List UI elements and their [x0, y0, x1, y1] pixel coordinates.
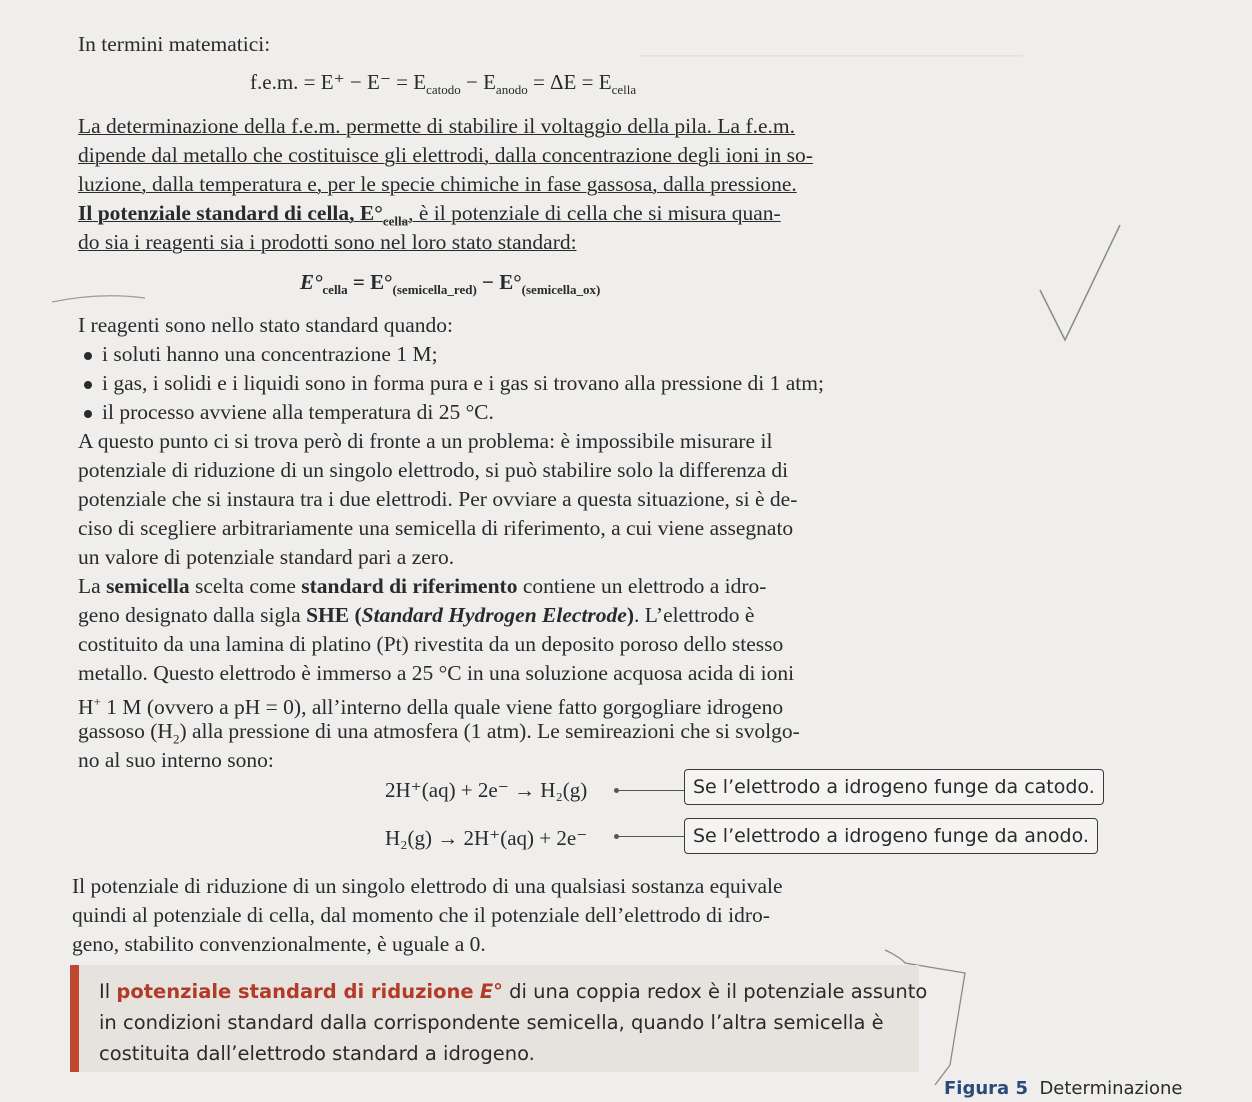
reaction-anode: H₂(g) → 2H⁺(aq) + 2e⁻	[385, 826, 588, 850]
pencil-stroke-icon	[50, 290, 150, 310]
formula-fem: f.e.m. = $E^+ - E^- = E_{catodo} - E_{anodo} = \Delta E = E_{cella}$	[250, 70, 637, 98]
bullet-item: i soluti hanno una concentrazione 1 M;	[84, 340, 438, 368]
intro-text: In termini matematici:	[78, 32, 271, 56]
reaction-note-cathode: Se l’elettrodo a idrogeno funge da catodo.	[684, 769, 1104, 805]
definition-box	[70, 965, 928, 1072]
reaction-cathode: 2H⁺(aq) + 2e⁻ → H₂(g)	[385, 778, 588, 802]
bleed-through-text: ───────────────────────────	[640, 45, 1023, 67]
bullet-item: il processo avviene alla temperatura di 25 °C.	[84, 398, 494, 426]
para2-line1: Il potenziale standard di cella, $E^\circ_{cella}$, è il potenziale di cella che si misura quan-	[78, 201, 781, 229]
figure-caption: Figura 5 Determinazione	[944, 1078, 1183, 1099]
para3-line5: un valore di potenziale standard pari a zero.	[78, 545, 455, 569]
para4-line3: costituito da una lamina di platino (Pt) rivestita da un deposito poroso dello stesso	[78, 632, 784, 656]
bullet-icon	[84, 381, 92, 389]
definition-line1: Il potenziale standard di riduzione E° di una coppia redox è il potenziale assunto	[99, 980, 928, 1003]
para2-line2: do sia i reagenti sia i prodotti sono nel loro stato standard:	[78, 230, 577, 254]
reaction-note-anode: Se l’elettrodo a idrogeno funge da anodo.	[684, 818, 1098, 854]
para1-line1: La determinazione della f.e.m. permette di stabilire il voltaggio della pila. La f.e.m.	[78, 114, 795, 138]
para5-line2: quindi al potenziale di cella, dal momento che il potenziale dell’elettrodo di idro-	[72, 903, 770, 927]
pencil-check-icon	[1035, 220, 1125, 350]
para4-line6: gassoso $(H_2)$ alla pressione di una atmosfera (1 atm). Le semireazioni che si svolgo-	[78, 719, 800, 747]
para4-line4: metallo. Questo elettrodo è immerso a 25 °C in una soluzione acquosa acida di ioni	[78, 661, 795, 685]
definition-line3: costituita dall’elettrodo standard a idrogeno.	[99, 1042, 535, 1065]
para1-line3: luzione, dalla temperatura e, per le specie chimiche in fase gassosa, dalla pressione.	[78, 172, 797, 196]
bullet-icon	[84, 352, 92, 360]
formula-cell-potential: $E^\circ_{cella} = E^\circ_{(semicella\_red)} - E^\circ_{(semicella\_ox)}$	[300, 270, 601, 298]
para3-line3: potenziale che si instaura tra i due elettrodi. Per ovviare a questa situazione, si è de-	[78, 487, 798, 511]
conditions-intro: I reagenti sono nello stato standard quando:	[78, 313, 453, 337]
para3-line2: potenziale di riduzione di un singolo elettrodo, si può stabilire solo la differenza di	[78, 458, 789, 482]
bullet-icon	[84, 410, 92, 418]
connector-line	[619, 790, 684, 791]
para3-line1: A questo punto ci si trova però di fronte a un problema: è impossibile misurare il	[78, 429, 773, 453]
para5-line3: geno, stabilito convenzionalmente, è uguale a 0.	[72, 932, 486, 956]
para4-line1: La semicella scelta come standard di riferimento contiene un elettrodo a idro-	[78, 574, 767, 598]
para4-line7: no al suo interno sono:	[78, 748, 274, 772]
para3-line4: ciso di scegliere arbitrariamente una semicella di riferimento, a cui viene assegnato	[78, 516, 794, 540]
para4-line5: H+ 1 M (ovvero a pH = 0), all’interno della quale viene fatto gorgogliare idrogeno	[78, 694, 784, 720]
para5-line1: Il potenziale di riduzione di un singolo elettrodo di una qualsiasi sostanza equivale	[72, 874, 783, 898]
para1-line2: dipende dal metallo che costituisce gli elettrodi, dalla concentrazione degli ioni in so-	[78, 143, 813, 167]
bullet-item: i gas, i solidi e i liquidi sono in forma pura e i gas si trovano alla pressione di 1 atm;	[84, 369, 824, 397]
connector-line	[619, 836, 684, 837]
para4-line2: geno designato dalla sigla SHE (Standard Hydrogen Electrode). L’elettrodo è	[78, 603, 755, 627]
definition-line2: in condizioni standard dalla corrispondente semicella, quando l’altra semicella è	[99, 1011, 884, 1034]
